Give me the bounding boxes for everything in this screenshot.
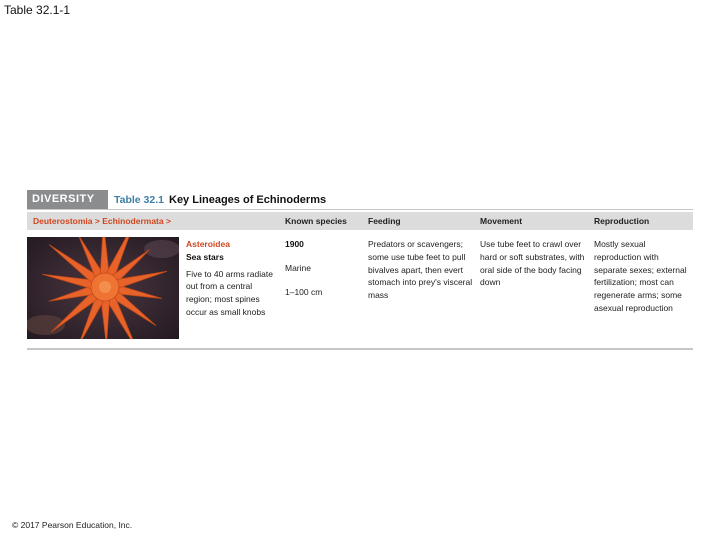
reproduction-cell: Mostly sexual reproduction with separate sexes; external fertilization; most can regenerate arms; some asexual reproduction (594, 239, 687, 313)
table-row (27, 230, 693, 350)
species-count: 1900 (285, 239, 304, 249)
lineage-name: Asteroidea (186, 239, 230, 249)
slide-title: Table 32.1-1 (4, 3, 71, 17)
column-header-row (27, 212, 693, 230)
column-movement: Movement (480, 216, 523, 226)
sea-star-image (27, 237, 179, 339)
species-cell (285, 238, 363, 298)
sea-star-photo (27, 237, 179, 339)
lineage-common-name: Sea stars (186, 251, 224, 262)
lineage-cell (186, 238, 278, 319)
column-feeding: Feeding (368, 216, 401, 226)
lineage-description: Five to 40 arms radiate out from a central region; most spines occur as small knobs (186, 268, 273, 317)
table-caption: Key Lineages of Echinoderms (169, 193, 327, 206)
lineage-path: Deuterostomia > Echinodermata > (33, 216, 171, 226)
echinoderm-table (27, 190, 693, 350)
copyright-notice: © 2017 Pearson Education, Inc. (12, 520, 133, 530)
size-range: 1–100 cm (285, 286, 323, 297)
column-known-species: Known species (285, 216, 347, 226)
column-reproduction: Reproduction (594, 216, 650, 226)
habitat: Marine (285, 262, 311, 273)
feeding-cell: Predators or scavengers; some use tube feet to pull bivalves apart, then evert stomach into prey's visceral mass (368, 239, 473, 301)
movement-cell: Use tube feet to crawl over hard or soft substrates, with oral side of the body facing down (480, 239, 585, 288)
table-header (27, 190, 693, 210)
diversity-tag: DIVERSITY (27, 190, 108, 209)
table-number: Table 32.1 (114, 193, 164, 206)
